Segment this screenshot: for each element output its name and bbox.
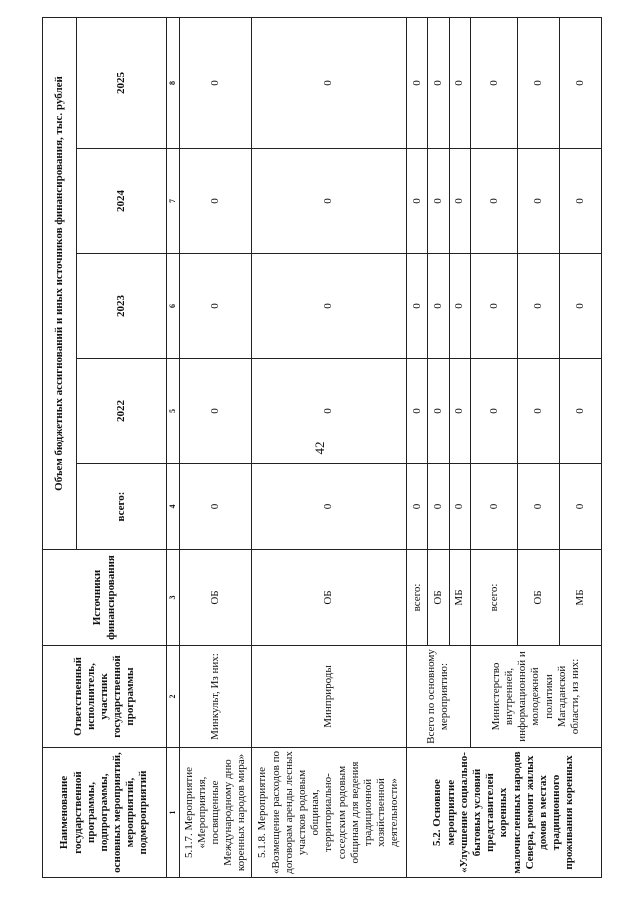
header-2022: 2022 [77, 359, 167, 464]
row-source: МБ [449, 550, 470, 646]
row-value: 0 [470, 464, 517, 550]
col-num: 3 [167, 550, 180, 646]
table-row [180, 18, 252, 878]
header-name: Наименование государственной программы, подпрограммы, основных мероприятий, мероприятий, подмероприятий [43, 748, 167, 878]
funding-table [42, 17, 602, 878]
row-value: 0 [449, 254, 470, 359]
row-value: 0 [518, 254, 560, 359]
row-value: 0 [180, 18, 252, 149]
row-value: 0 [560, 254, 602, 359]
header-2025: 2025 [77, 18, 167, 149]
header-total: всего: [77, 464, 167, 550]
row-name: 5.1.7. Мероприятие «Мероприятия, посвященные Международному дню коренных народов мира» [180, 748, 252, 878]
row-value: 0 [470, 359, 517, 464]
row-value: 0 [180, 149, 252, 254]
row-value: 0 [407, 18, 428, 149]
row-responsible: Всего по основному мероприятию: [407, 646, 471, 748]
header-funding: Объем бюджетных ассигнований и иных источников финансирования, тыс. рублей [43, 18, 77, 550]
row-value: 0 [407, 359, 428, 464]
row-responsible: Минкульт, Из них: [180, 646, 252, 748]
col-num: 6 [167, 254, 180, 359]
table-row [407, 18, 428, 878]
row-value: 0 [428, 464, 449, 550]
col-num: 7 [167, 149, 180, 254]
row-source: ОБ [518, 550, 560, 646]
row-name-body: «Улучшение социально-бытовых условий представителей коренных малочисленных народов Севера, ремонт жилых домов в местах традиционного проживания коренных [457, 751, 576, 874]
header-2023: 2023 [77, 254, 167, 359]
row-value: 0 [518, 359, 560, 464]
row-value: 0 [252, 18, 407, 149]
header-2024: 2024 [77, 149, 167, 254]
table-row [252, 18, 407, 878]
row-value: 0 [252, 254, 407, 359]
row-source: ОБ [252, 550, 407, 646]
col-num: 5 [167, 359, 180, 464]
row-value: 0 [180, 359, 252, 464]
row-value: 0 [518, 149, 560, 254]
row-name-title: 5.2. Основное мероприятие [431, 779, 457, 846]
col-num: 2 [167, 646, 180, 748]
row-value: 0 [449, 18, 470, 149]
page-number: 42 [312, 441, 327, 455]
row-value: 0 [407, 149, 428, 254]
row-value: 0 [560, 359, 602, 464]
row-value: 0 [449, 359, 470, 464]
row-source: всего: [470, 550, 517, 646]
row-value: 0 [252, 149, 407, 254]
row-value: 0 [560, 464, 602, 550]
row-source: всего: [407, 550, 428, 646]
column-number-row [167, 18, 180, 878]
row-value: 0 [449, 149, 470, 254]
row-value: 0 [470, 18, 517, 149]
header-responsible: Ответственный исполнитель, участник государственной программы [43, 646, 167, 748]
rotated-page [42, 18, 602, 878]
row-value: 0 [428, 254, 449, 359]
row-value: 0 [560, 149, 602, 254]
row-name: 5.1.8. Мероприятие «Возмещение расходов по договорам аренды лесных участков родовым общинам, территориально-соседским родовым общинам для ведения традиционной хозяйственной деятельности» [252, 748, 407, 878]
row-source: ОБ [180, 550, 252, 646]
row-value: 0 [407, 254, 428, 359]
header-row-1 [43, 18, 77, 878]
row-value: 0 [252, 359, 407, 464]
row-value: 0 [518, 18, 560, 149]
row-value: 0 [428, 18, 449, 149]
col-num: 4 [167, 464, 180, 550]
row-value: 0 [449, 464, 470, 550]
row-value: 0 [518, 464, 560, 550]
row-value: 0 [428, 359, 449, 464]
row-name [407, 748, 602, 878]
row-value: 0 [180, 464, 252, 550]
row-value: 0 [428, 149, 449, 254]
row-responsible: Министерство внутренней, информационной и молодежной политики Магаданской области, из них: [470, 646, 601, 748]
col-num: 8 [167, 18, 180, 149]
row-source: ОБ [428, 550, 449, 646]
row-value: 0 [560, 18, 602, 149]
row-value: 0 [407, 464, 428, 550]
col-num: 1 [167, 748, 180, 878]
row-value: 0 [252, 464, 407, 550]
row-source: МБ [560, 550, 602, 646]
header-sources: Источники финансирования [43, 550, 167, 646]
row-value: 0 [180, 254, 252, 359]
row-value: 0 [470, 149, 517, 254]
row-value: 0 [470, 254, 517, 359]
row-responsible: Минприроды [252, 646, 407, 748]
